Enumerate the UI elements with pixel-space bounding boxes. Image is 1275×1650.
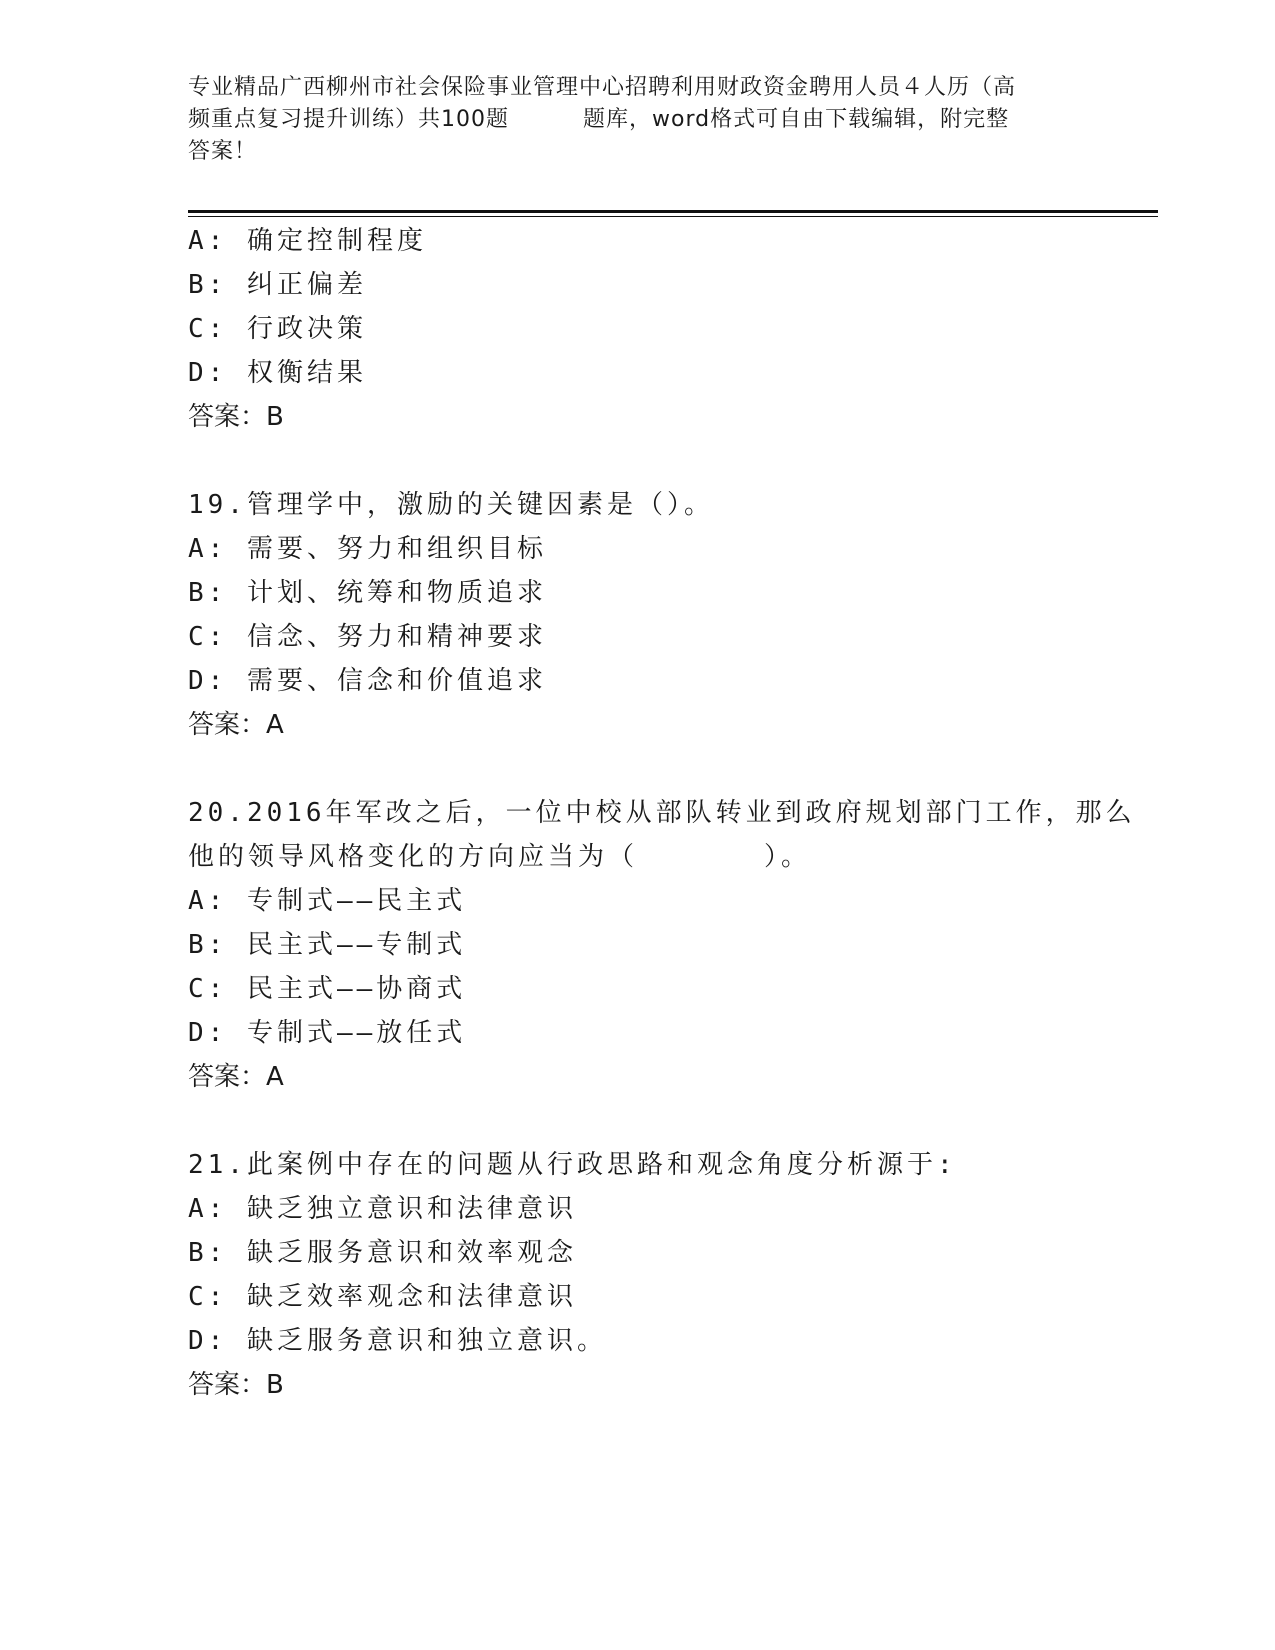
header-line-2-part-1: 频重点复习提升训练）共100题 — [188, 107, 509, 132]
q19-option-b: B: 计划、统筹和物质追求 — [188, 578, 547, 608]
q18-answer: 答案：B — [188, 402, 284, 432]
q21-option-d: D: 缺乏服务意识和独立意识。 — [188, 1326, 607, 1356]
q18-option-b: B: 纠正偏差 — [188, 270, 367, 300]
q19-answer: 答案：A — [188, 710, 284, 740]
q19-question: 19.管理学中，激励的关键因素是（）。 — [188, 490, 714, 520]
q19-option-c: C: 信念、努力和精神要求 — [188, 622, 547, 652]
q20-option-a: A: 专制式——民主式 — [188, 886, 467, 916]
q20-option-d: D: 专制式——放任式 — [188, 1018, 467, 1048]
q19-option-d: D: 需要、信念和价值追求 — [188, 666, 547, 696]
q18-option-d: D: 权衡结果 — [188, 358, 367, 388]
q20-question-line-2-start: 他的领导风格变化的方向应当为（ — [188, 842, 639, 872]
q21-option-b: B: 缺乏服务意识和效率观念 — [188, 1238, 577, 1268]
q18-option-a: A: 确定控制程度 — [188, 226, 427, 256]
document-header — [188, 72, 1088, 168]
q20-question-line-1: 20.2016年军改之后，一位中校从部队转业到政府规划部门工作，那么 — [188, 798, 1136, 828]
header-line-2 — [188, 104, 1088, 136]
header-rule-thin — [188, 216, 1158, 217]
q19-option-a: A: 需要、努力和组织目标 — [188, 534, 547, 564]
header-line-1: 专业精品广西柳州市社会保险事业管理中心招聘利用财政资金聘用人员４人历（高 — [188, 75, 1017, 100]
q20-option-b: B: 民主式——专制式 — [188, 930, 467, 960]
header-rule-thick — [188, 210, 1158, 213]
q21-answer: 答案：B — [188, 1370, 284, 1400]
header-line-2-part-2: 题库，word格式可自由下载编辑，附完整 — [583, 107, 1010, 132]
q20-answer: 答案：A — [188, 1062, 284, 1092]
header-line-3: 答案！ — [188, 139, 258, 164]
q20-question-line-2 — [188, 842, 811, 872]
q21-option-c: C: 缺乏效率观念和法律意识 — [188, 1282, 577, 1312]
q20-question-line-2-end: ）。 — [764, 842, 812, 872]
q21-option-a: A: 缺乏独立意识和法律意识 — [188, 1194, 577, 1224]
q20-option-c: C: 民主式——协商式 — [188, 974, 467, 1004]
q18-option-c: C: 行政决策 — [188, 314, 367, 344]
q21-question: 21.此案例中存在的问题从行政思路和观念角度分析源于: — [188, 1150, 957, 1180]
